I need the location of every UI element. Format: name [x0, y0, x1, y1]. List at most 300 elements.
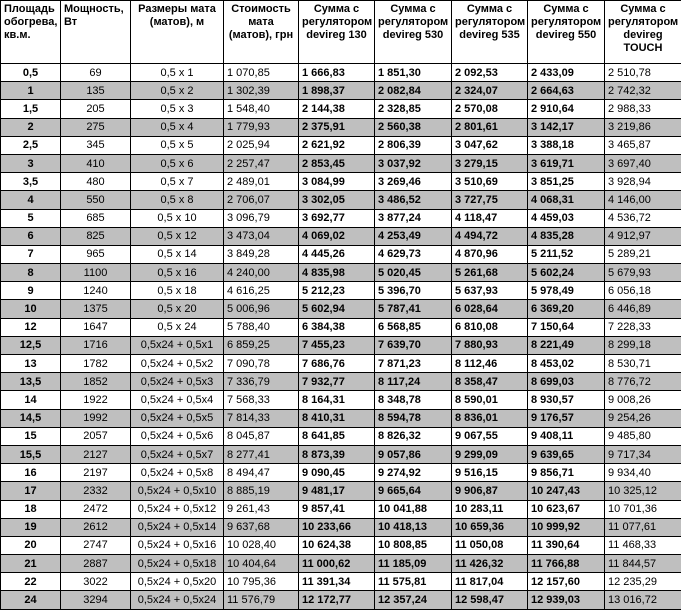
- cell-sum-devireg-535: 2 570,08: [452, 100, 528, 118]
- cell-sum-devireg-130: 4 069,02: [299, 227, 375, 245]
- cell-sum-devireg-touch: 11 468,33: [605, 536, 681, 554]
- cell-mat-size: 0,5 x 3: [131, 100, 224, 118]
- cell-sum-devireg-550: 8 699,03: [528, 373, 605, 391]
- cell-mat-cost: 10 404,64: [224, 555, 299, 573]
- cell-mat-cost: 2 489,01: [224, 173, 299, 191]
- cell-sum-devireg-touch: 2 742,32: [605, 82, 681, 100]
- cell-sum-devireg-550: 2 664,63: [528, 82, 605, 100]
- cell-sum-devireg-535: 11 817,04: [452, 573, 528, 591]
- cell-area: 15,5: [1, 445, 61, 463]
- cell-area: 10: [1, 300, 61, 318]
- table-row: [1, 100, 681, 118]
- cell-power: 1922: [61, 391, 131, 409]
- cell-sum-devireg-touch: 9 717,34: [605, 445, 681, 463]
- cell-sum-devireg-550: 3 388,18: [528, 136, 605, 154]
- cell-sum-devireg-535: 9 067,55: [452, 427, 528, 445]
- cell-sum-devireg-130: 2 621,92: [299, 136, 375, 154]
- table-row: [1, 555, 681, 573]
- cell-sum-devireg-535: 9 516,15: [452, 464, 528, 482]
- cell-power: 2887: [61, 555, 131, 573]
- cell-sum-devireg-535: 4 494,72: [452, 227, 528, 245]
- cell-area: 2: [1, 118, 61, 136]
- cell-sum-devireg-550: 10 247,43: [528, 482, 605, 500]
- cell-sum-devireg-535: 2 092,53: [452, 64, 528, 82]
- cell-mat-cost: 9 261,43: [224, 500, 299, 518]
- table-row: [1, 536, 681, 554]
- cell-power: 2612: [61, 518, 131, 536]
- cell-sum-devireg-550: 4 068,31: [528, 191, 605, 209]
- cell-mat-size: 0,5x24 + 0,5x20: [131, 573, 224, 591]
- cell-sum-devireg-550: 4 835,28: [528, 227, 605, 245]
- cell-sum-devireg-550: 9 856,71: [528, 464, 605, 482]
- cell-sum-devireg-130: 2 375,91: [299, 118, 375, 136]
- cell-sum-devireg-530: 10 808,85: [375, 536, 452, 554]
- cell-area: 9: [1, 282, 61, 300]
- header-row: [1, 1, 681, 64]
- cell-sum-devireg-530: 12 357,24: [375, 591, 452, 609]
- table-row: [1, 445, 681, 463]
- header-sum-devireg-530: Сумма с регулятором devireg 530: [375, 1, 452, 64]
- cell-mat-cost: 1 779,93: [224, 118, 299, 136]
- cell-sum-devireg-touch: 8 776,72: [605, 373, 681, 391]
- cell-power: 965: [61, 245, 131, 263]
- cell-area: 0,5: [1, 64, 61, 82]
- cell-sum-devireg-535: 12 598,47: [452, 591, 528, 609]
- cell-sum-devireg-touch: 9 934,40: [605, 464, 681, 482]
- cell-sum-devireg-530: 1 851,30: [375, 64, 452, 82]
- cell-area: 15: [1, 427, 61, 445]
- cell-area: 3: [1, 154, 61, 172]
- cell-sum-devireg-535: 3 510,69: [452, 173, 528, 191]
- cell-sum-devireg-535: 2 324,07: [452, 82, 528, 100]
- cell-sum-devireg-130: 2 853,45: [299, 154, 375, 172]
- header-mat-size: Размеры мата (матов), м: [131, 1, 224, 64]
- cell-sum-devireg-130: 8 873,39: [299, 445, 375, 463]
- cell-sum-devireg-130: 8 410,31: [299, 409, 375, 427]
- cell-sum-devireg-530: 9 274,92: [375, 464, 452, 482]
- cell-sum-devireg-130: 2 144,38: [299, 100, 375, 118]
- cell-sum-devireg-535: 9 906,87: [452, 482, 528, 500]
- cell-sum-devireg-130: 3 692,77: [299, 209, 375, 227]
- cell-mat-cost: 1 302,39: [224, 82, 299, 100]
- cell-sum-devireg-530: 4 253,49: [375, 227, 452, 245]
- cell-power: 1852: [61, 373, 131, 391]
- table-row: [1, 64, 681, 82]
- cell-sum-devireg-535: 2 801,61: [452, 118, 528, 136]
- table-row: [1, 591, 681, 609]
- cell-sum-devireg-535: 6 028,64: [452, 300, 528, 318]
- cell-mat-cost: 5 006,96: [224, 300, 299, 318]
- cell-sum-devireg-530: 3 486,52: [375, 191, 452, 209]
- cell-power: 2332: [61, 482, 131, 500]
- cell-power: 135: [61, 82, 131, 100]
- header-sum-devireg-touch: Сумма с регулятором devireg TOUCH: [605, 1, 681, 64]
- cell-power: 1647: [61, 318, 131, 336]
- cell-sum-devireg-535: 5 637,93: [452, 282, 528, 300]
- cell-sum-devireg-530: 2 082,84: [375, 82, 452, 100]
- table-row: [1, 427, 681, 445]
- table-row: [1, 518, 681, 536]
- table-row: [1, 391, 681, 409]
- cell-sum-devireg-130: 8 164,31: [299, 391, 375, 409]
- table-row: [1, 82, 681, 100]
- cell-sum-devireg-550: 11 766,88: [528, 555, 605, 573]
- cell-sum-devireg-touch: 9 254,26: [605, 409, 681, 427]
- cell-sum-devireg-130: 12 172,77: [299, 591, 375, 609]
- cell-sum-devireg-530: 11 575,81: [375, 573, 452, 591]
- cell-mat-cost: 6 859,25: [224, 336, 299, 354]
- cell-area: 13: [1, 355, 61, 373]
- cell-sum-devireg-touch: 9 485,80: [605, 427, 681, 445]
- table-row: [1, 482, 681, 500]
- table-row: [1, 318, 681, 336]
- cell-sum-devireg-550: 10 999,92: [528, 518, 605, 536]
- cell-sum-devireg-535: 8 358,47: [452, 373, 528, 391]
- cell-sum-devireg-550: 8 930,57: [528, 391, 605, 409]
- cell-sum-devireg-530: 2 328,85: [375, 100, 452, 118]
- cell-sum-devireg-535: 11 050,08: [452, 536, 528, 554]
- cell-sum-devireg-130: 4 835,98: [299, 264, 375, 282]
- cell-sum-devireg-550: 5 602,24: [528, 264, 605, 282]
- table-row: [1, 227, 681, 245]
- cell-sum-devireg-touch: 11 077,61: [605, 518, 681, 536]
- cell-sum-devireg-touch: 4 912,97: [605, 227, 681, 245]
- cell-mat-size: 0,5 x 8: [131, 191, 224, 209]
- cell-sum-devireg-530: 10 041,88: [375, 500, 452, 518]
- cell-sum-devireg-530: 4 629,73: [375, 245, 452, 263]
- cell-sum-devireg-130: 5 602,94: [299, 300, 375, 318]
- cell-mat-cost: 8 885,19: [224, 482, 299, 500]
- cell-mat-size: 0,5 x 6: [131, 154, 224, 172]
- cell-sum-devireg-550: 11 390,64: [528, 536, 605, 554]
- cell-power: 3022: [61, 573, 131, 591]
- cell-sum-devireg-130: 10 233,66: [299, 518, 375, 536]
- cell-sum-devireg-530: 7 871,23: [375, 355, 452, 373]
- table-row: [1, 173, 681, 191]
- cell-power: 1992: [61, 409, 131, 427]
- table-body: [1, 64, 681, 610]
- cell-power: 825: [61, 227, 131, 245]
- cell-sum-devireg-130: 6 384,38: [299, 318, 375, 336]
- header-sum-devireg-535: Сумма с регулятором devireg 535: [452, 1, 528, 64]
- cell-sum-devireg-touch: 3 219,86: [605, 118, 681, 136]
- cell-sum-devireg-530: 5 020,45: [375, 264, 452, 282]
- header-power: Мощность, Вт: [61, 1, 131, 64]
- cell-mat-cost: 8 277,41: [224, 445, 299, 463]
- cell-mat-size: 0,5x24 + 0,5x2: [131, 355, 224, 373]
- cell-area: 22: [1, 573, 61, 591]
- cell-sum-devireg-touch: 11 844,57: [605, 555, 681, 573]
- cell-sum-devireg-535: 11 426,32: [452, 555, 528, 573]
- cell-mat-cost: 2 257,47: [224, 154, 299, 172]
- cell-area: 24: [1, 591, 61, 609]
- cell-sum-devireg-550: 3 851,25: [528, 173, 605, 191]
- cell-sum-devireg-535: 5 261,68: [452, 264, 528, 282]
- table-row: [1, 373, 681, 391]
- cell-power: 345: [61, 136, 131, 154]
- cell-mat-size: 0,5 x 10: [131, 209, 224, 227]
- table-row: [1, 282, 681, 300]
- cell-sum-devireg-130: 3 302,05: [299, 191, 375, 209]
- cell-area: 14: [1, 391, 61, 409]
- header-area: Площадь обогрева, кв.м.: [1, 1, 61, 64]
- cell-sum-devireg-touch: 6 446,89: [605, 300, 681, 318]
- cell-sum-devireg-530: 8 826,32: [375, 427, 452, 445]
- cell-mat-cost: 2 025,94: [224, 136, 299, 154]
- cell-sum-devireg-130: 9 090,45: [299, 464, 375, 482]
- cell-sum-devireg-550: 9 176,57: [528, 409, 605, 427]
- cell-sum-devireg-535: 8 590,01: [452, 391, 528, 409]
- table-row: [1, 355, 681, 373]
- cell-area: 21: [1, 555, 61, 573]
- cell-mat-size: 0,5 x 5: [131, 136, 224, 154]
- cell-sum-devireg-550: 3 619,71: [528, 154, 605, 172]
- cell-sum-devireg-550: 12 939,03: [528, 591, 605, 609]
- table-row: [1, 409, 681, 427]
- table-row: [1, 118, 681, 136]
- cell-sum-devireg-touch: 2 510,78: [605, 64, 681, 82]
- cell-power: 1782: [61, 355, 131, 373]
- cell-power: 685: [61, 209, 131, 227]
- cell-power: 2472: [61, 500, 131, 518]
- cell-sum-devireg-touch: 4 146,00: [605, 191, 681, 209]
- cell-sum-devireg-550: 8 221,49: [528, 336, 605, 354]
- cell-power: 1375: [61, 300, 131, 318]
- cell-mat-cost: 4 240,00: [224, 264, 299, 282]
- cell-sum-devireg-550: 9 408,11: [528, 427, 605, 445]
- cell-sum-devireg-535: 4 870,96: [452, 245, 528, 263]
- cell-mat-size: 0,5x24 + 0,5x4: [131, 391, 224, 409]
- cell-area: 1: [1, 82, 61, 100]
- cell-mat-size: 0,5 x 2: [131, 82, 224, 100]
- cell-power: 69: [61, 64, 131, 82]
- cell-sum-devireg-130: 7 932,77: [299, 373, 375, 391]
- cell-sum-devireg-130: 4 445,26: [299, 245, 375, 263]
- cell-sum-devireg-130: 11 000,62: [299, 555, 375, 573]
- cell-sum-devireg-550: 3 142,17: [528, 118, 605, 136]
- cell-sum-devireg-535: 4 118,47: [452, 209, 528, 227]
- cell-power: 2747: [61, 536, 131, 554]
- cell-sum-devireg-130: 10 624,38: [299, 536, 375, 554]
- cell-sum-devireg-130: 5 212,23: [299, 282, 375, 300]
- cell-mat-size: 0,5x24 + 0,5x6: [131, 427, 224, 445]
- cell-sum-devireg-530: 6 568,85: [375, 318, 452, 336]
- cell-sum-devireg-530: 5 787,41: [375, 300, 452, 318]
- cell-area: 17: [1, 482, 61, 500]
- cell-area: 20: [1, 536, 61, 554]
- cell-mat-size: 0,5x24 + 0,5x18: [131, 555, 224, 573]
- cell-power: 2057: [61, 427, 131, 445]
- cell-sum-devireg-130: 7 455,23: [299, 336, 375, 354]
- table-row: [1, 209, 681, 227]
- cell-mat-size: 0,5x24 + 0,5x16: [131, 536, 224, 554]
- cell-mat-cost: 7 336,79: [224, 373, 299, 391]
- cell-sum-devireg-550: 8 453,02: [528, 355, 605, 373]
- cell-sum-devireg-550: 12 157,60: [528, 573, 605, 591]
- cell-area: 5: [1, 209, 61, 227]
- cell-sum-devireg-530: 11 185,09: [375, 555, 452, 573]
- cell-sum-devireg-530: 10 418,13: [375, 518, 452, 536]
- table-row: [1, 136, 681, 154]
- table-row: [1, 300, 681, 318]
- cell-sum-devireg-530: 3 877,24: [375, 209, 452, 227]
- header-mat-cost: Стоимость мата (матов), грн: [224, 1, 299, 64]
- cell-sum-devireg-530: 2 560,38: [375, 118, 452, 136]
- cell-sum-devireg-535: 9 299,09: [452, 445, 528, 463]
- cell-power: 2197: [61, 464, 131, 482]
- cell-area: 2,5: [1, 136, 61, 154]
- cell-sum-devireg-550: 4 459,03: [528, 209, 605, 227]
- cell-area: 16: [1, 464, 61, 482]
- cell-mat-size: 0,5x24 + 0,5x7: [131, 445, 224, 463]
- cell-area: 14,5: [1, 409, 61, 427]
- cell-power: 480: [61, 173, 131, 191]
- cell-power: 275: [61, 118, 131, 136]
- cell-sum-devireg-touch: 13 016,72: [605, 591, 681, 609]
- cell-mat-cost: 10 028,40: [224, 536, 299, 554]
- cell-area: 13,5: [1, 373, 61, 391]
- cell-sum-devireg-touch: 8 299,18: [605, 336, 681, 354]
- cell-sum-devireg-530: 3 269,46: [375, 173, 452, 191]
- cell-mat-cost: 4 616,25: [224, 282, 299, 300]
- cell-sum-devireg-530: 2 806,39: [375, 136, 452, 154]
- cell-sum-devireg-touch: 10 325,12: [605, 482, 681, 500]
- cell-mat-size: 0,5x24 + 0,5x24: [131, 591, 224, 609]
- cell-mat-size: 0,5x24 + 0,5x12: [131, 500, 224, 518]
- table-row: [1, 245, 681, 263]
- cell-sum-devireg-530: 5 396,70: [375, 282, 452, 300]
- cell-power: 3294: [61, 591, 131, 609]
- cell-mat-cost: 1 070,85: [224, 64, 299, 82]
- cell-mat-cost: 3 096,79: [224, 209, 299, 227]
- cell-area: 19: [1, 518, 61, 536]
- cell-sum-devireg-touch: 9 008,26: [605, 391, 681, 409]
- cell-mat-cost: 1 548,40: [224, 100, 299, 118]
- cell-sum-devireg-130: 8 641,85: [299, 427, 375, 445]
- cell-sum-devireg-touch: 10 701,36: [605, 500, 681, 518]
- cell-sum-devireg-touch: 4 536,72: [605, 209, 681, 227]
- cell-mat-cost: 7 814,33: [224, 409, 299, 427]
- cell-sum-devireg-530: 7 639,70: [375, 336, 452, 354]
- header-sum-devireg-550: Сумма с регулятором devireg 550: [528, 1, 605, 64]
- table-row: [1, 264, 681, 282]
- cell-sum-devireg-550: 6 369,20: [528, 300, 605, 318]
- header-sum-devireg-130: Сумма с регулятором devireg 130: [299, 1, 375, 64]
- cell-mat-size: 0,5x24 + 0,5x14: [131, 518, 224, 536]
- cell-mat-size: 0,5 x 7: [131, 173, 224, 191]
- cell-sum-devireg-130: 1 898,37: [299, 82, 375, 100]
- cell-sum-devireg-535: 6 810,08: [452, 318, 528, 336]
- cell-mat-size: 0,5 x 20: [131, 300, 224, 318]
- cell-mat-cost: 10 795,36: [224, 573, 299, 591]
- cell-power: 410: [61, 154, 131, 172]
- cell-mat-size: 0,5x24 + 0,5x3: [131, 373, 224, 391]
- table-row: [1, 191, 681, 209]
- cell-sum-devireg-130: 3 084,99: [299, 173, 375, 191]
- cell-sum-devireg-530: 8 117,24: [375, 373, 452, 391]
- cell-sum-devireg-130: 1 666,83: [299, 64, 375, 82]
- cell-mat-size: 0,5 x 24: [131, 318, 224, 336]
- cell-sum-devireg-530: 8 348,78: [375, 391, 452, 409]
- cell-mat-size: 0,5x24 + 0,5x1: [131, 336, 224, 354]
- cell-mat-size: 0,5 x 18: [131, 282, 224, 300]
- cell-sum-devireg-530: 8 594,78: [375, 409, 452, 427]
- cell-mat-cost: 2 706,07: [224, 191, 299, 209]
- cell-sum-devireg-touch: 5 679,93: [605, 264, 681, 282]
- cell-mat-cost: 3 473,04: [224, 227, 299, 245]
- cell-mat-cost: 9 637,68: [224, 518, 299, 536]
- cell-mat-cost: 5 788,40: [224, 318, 299, 336]
- cell-area: 12,5: [1, 336, 61, 354]
- cell-mat-cost: 8 494,47: [224, 464, 299, 482]
- cell-mat-size: 0,5x24 + 0,5x5: [131, 409, 224, 427]
- cell-sum-devireg-touch: 8 530,71: [605, 355, 681, 373]
- cell-sum-devireg-touch: 3 465,87: [605, 136, 681, 154]
- cell-sum-devireg-130: 9 857,41: [299, 500, 375, 518]
- cell-area: 6: [1, 227, 61, 245]
- cell-area: 18: [1, 500, 61, 518]
- cell-sum-devireg-535: 3 047,62: [452, 136, 528, 154]
- cell-sum-devireg-535: 3 279,15: [452, 154, 528, 172]
- cell-mat-cost: 3 849,28: [224, 245, 299, 263]
- cell-sum-devireg-550: 5 211,52: [528, 245, 605, 263]
- cell-sum-devireg-535: 7 880,93: [452, 336, 528, 354]
- cell-sum-devireg-130: 11 391,34: [299, 573, 375, 591]
- cell-sum-devireg-550: 2 910,64: [528, 100, 605, 118]
- table-row: [1, 154, 681, 172]
- cell-sum-devireg-535: 3 727,75: [452, 191, 528, 209]
- cell-sum-devireg-535: 8 112,46: [452, 355, 528, 373]
- cell-sum-devireg-touch: 12 235,29: [605, 573, 681, 591]
- cell-mat-size: 0,5x24 + 0,5x8: [131, 464, 224, 482]
- cell-mat-cost: 7 568,33: [224, 391, 299, 409]
- cell-mat-size: 0,5 x 14: [131, 245, 224, 263]
- cell-power: 1716: [61, 336, 131, 354]
- cell-mat-cost: 8 045,87: [224, 427, 299, 445]
- cell-mat-size: 0,5 x 4: [131, 118, 224, 136]
- cell-sum-devireg-535: 8 836,01: [452, 409, 528, 427]
- cell-power: 550: [61, 191, 131, 209]
- cell-power: 2127: [61, 445, 131, 463]
- cell-power: 1240: [61, 282, 131, 300]
- cell-power: 205: [61, 100, 131, 118]
- cell-area: 12: [1, 318, 61, 336]
- cell-sum-devireg-535: 10 659,36: [452, 518, 528, 536]
- cell-mat-size: 0,5 x 1: [131, 64, 224, 82]
- cell-mat-size: 0,5 x 16: [131, 264, 224, 282]
- table-row: [1, 464, 681, 482]
- cell-mat-size: 0,5 x 12: [131, 227, 224, 245]
- cell-sum-devireg-530: 3 037,92: [375, 154, 452, 172]
- cell-area: 8: [1, 264, 61, 282]
- cell-mat-cost: 7 090,78: [224, 355, 299, 373]
- cell-mat-size: 0,5x24 + 0,5x10: [131, 482, 224, 500]
- cell-sum-devireg-130: 7 686,76: [299, 355, 375, 373]
- cell-sum-devireg-550: 5 978,49: [528, 282, 605, 300]
- cell-sum-devireg-530: 9 665,64: [375, 482, 452, 500]
- cell-sum-devireg-touch: 6 056,18: [605, 282, 681, 300]
- cell-sum-devireg-touch: 2 988,33: [605, 100, 681, 118]
- cell-sum-devireg-touch: 5 289,21: [605, 245, 681, 263]
- cell-sum-devireg-550: 2 433,09: [528, 64, 605, 82]
- cell-sum-devireg-touch: 7 228,33: [605, 318, 681, 336]
- cell-sum-devireg-550: 7 150,64: [528, 318, 605, 336]
- cell-area: 3,5: [1, 173, 61, 191]
- cell-sum-devireg-530: 9 057,86: [375, 445, 452, 463]
- table-row: [1, 573, 681, 591]
- table-row: [1, 336, 681, 354]
- cell-power: 1100: [61, 264, 131, 282]
